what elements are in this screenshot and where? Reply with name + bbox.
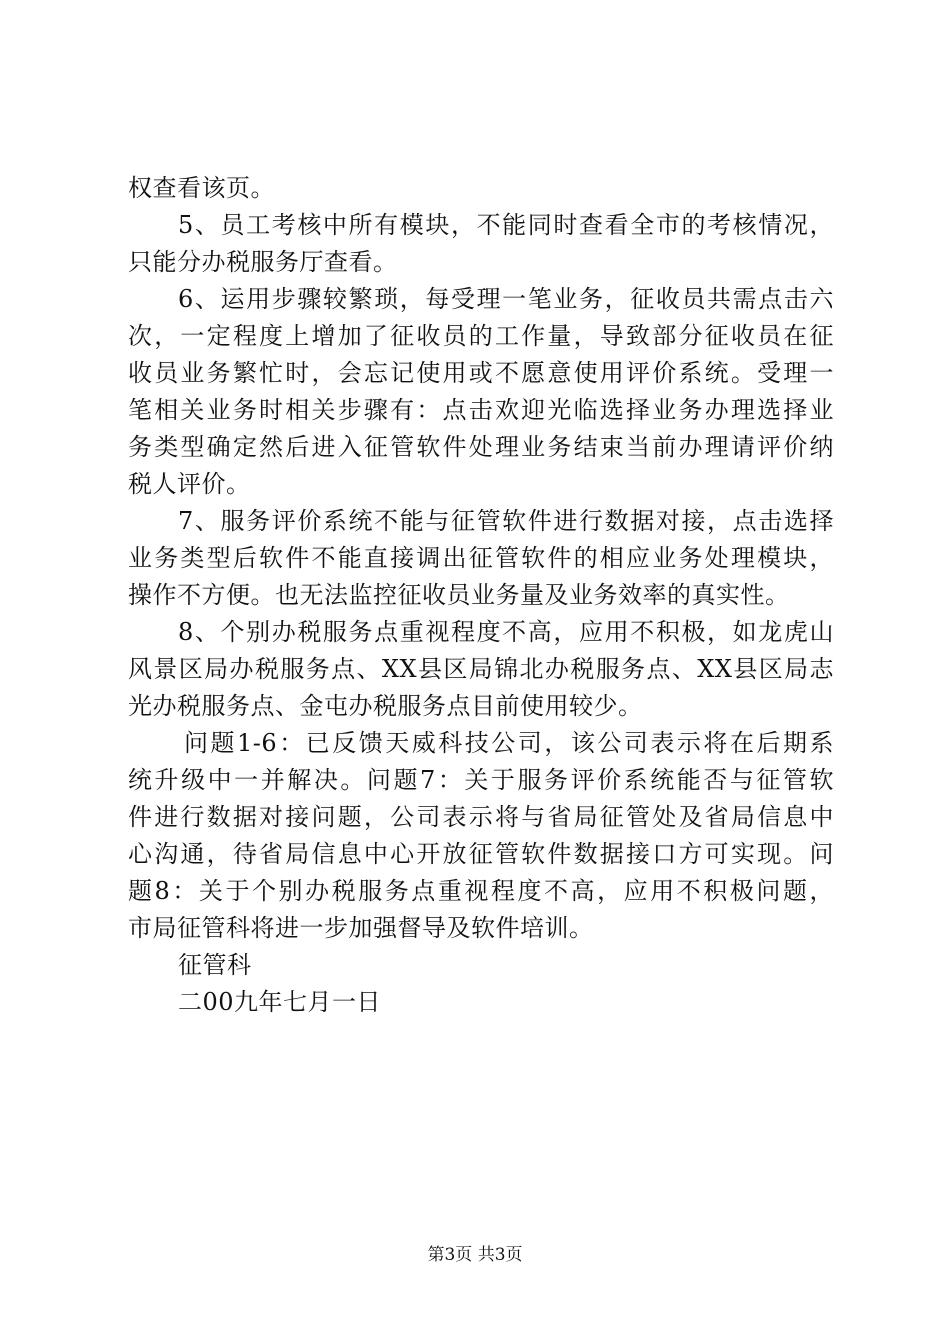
paragraph-line: 业务类型后软件不能直接调出征管软件的相应业务处理模块， bbox=[128, 544, 834, 572]
paragraph-line: 心沟通，待省局信息中心开放征管软件数据接口方可实现。问 bbox=[128, 840, 834, 868]
paragraph-line: 笔相关业务时相关步骤有：点击欢迎光临选择业务办理选择业 bbox=[128, 396, 834, 424]
paragraph-line: 操作不方便。也无法监控征收员业务量及业务效率的真实性。 bbox=[128, 581, 790, 609]
paragraph-line: 统升级中一并解决。问题7：关于服务评价系统能否与征管软 bbox=[128, 766, 834, 794]
paragraph-line: 问题1-6：已反馈天威科技公司，该公司表示将在后期系 bbox=[184, 729, 834, 757]
paragraph-line: 只能分办税服务厅查看。 bbox=[128, 248, 398, 276]
signature-department: 征管科 bbox=[178, 951, 252, 979]
paragraph-line: 件进行数据对接问题，公司表示将与省局征管处及省局信息中 bbox=[128, 803, 834, 831]
paragraph-line: 6、运用步骤较繁琐，每受理一笔业务，征收员共需点击六 bbox=[178, 285, 834, 313]
paragraph-line: 风景区局办税服务点、XX县区局锦北办税服务点、XX县区局志 bbox=[128, 655, 834, 683]
document-body bbox=[128, 170, 834, 1021]
paragraph-line: 税人评价。 bbox=[128, 470, 251, 498]
paragraph-line: 5、员工考核中所有模块，不能同时查看全市的考核情况， bbox=[178, 211, 834, 239]
paragraph-line: 收员业务繁忙时，会忘记使用或不愿意使用评价系统。受理一 bbox=[128, 359, 834, 387]
paragraph-line: 8、个别办税服务点重视程度不高，应用不积极，如龙虎山 bbox=[178, 618, 834, 646]
paragraph-line: 题8：关于个别办税服务点重视程度不高，应用不积极问题， bbox=[128, 877, 834, 905]
signature-date: 二00九年七月一日 bbox=[178, 988, 382, 1016]
paragraph-line: 市局征管科将进一步加强督导及软件培训。 bbox=[128, 914, 594, 942]
paragraph-line: 次，一定程度上增加了征收员的工作量，导致部分征收员在征 bbox=[128, 322, 834, 350]
paragraph-line: 务类型确定然后进入征管软件处理业务结束当前办理请评价纳 bbox=[128, 433, 834, 461]
paragraph-line: 权查看该页。 bbox=[128, 174, 275, 202]
page-number-footer: 第3页 共3页 bbox=[427, 1245, 523, 1265]
paragraph-line: 光办税服务点、金屯办税服务点目前使用较少。 bbox=[128, 692, 643, 720]
paragraph-line: 7、服务评价系统不能与征管软件进行数据对接，点击选择 bbox=[178, 507, 834, 535]
